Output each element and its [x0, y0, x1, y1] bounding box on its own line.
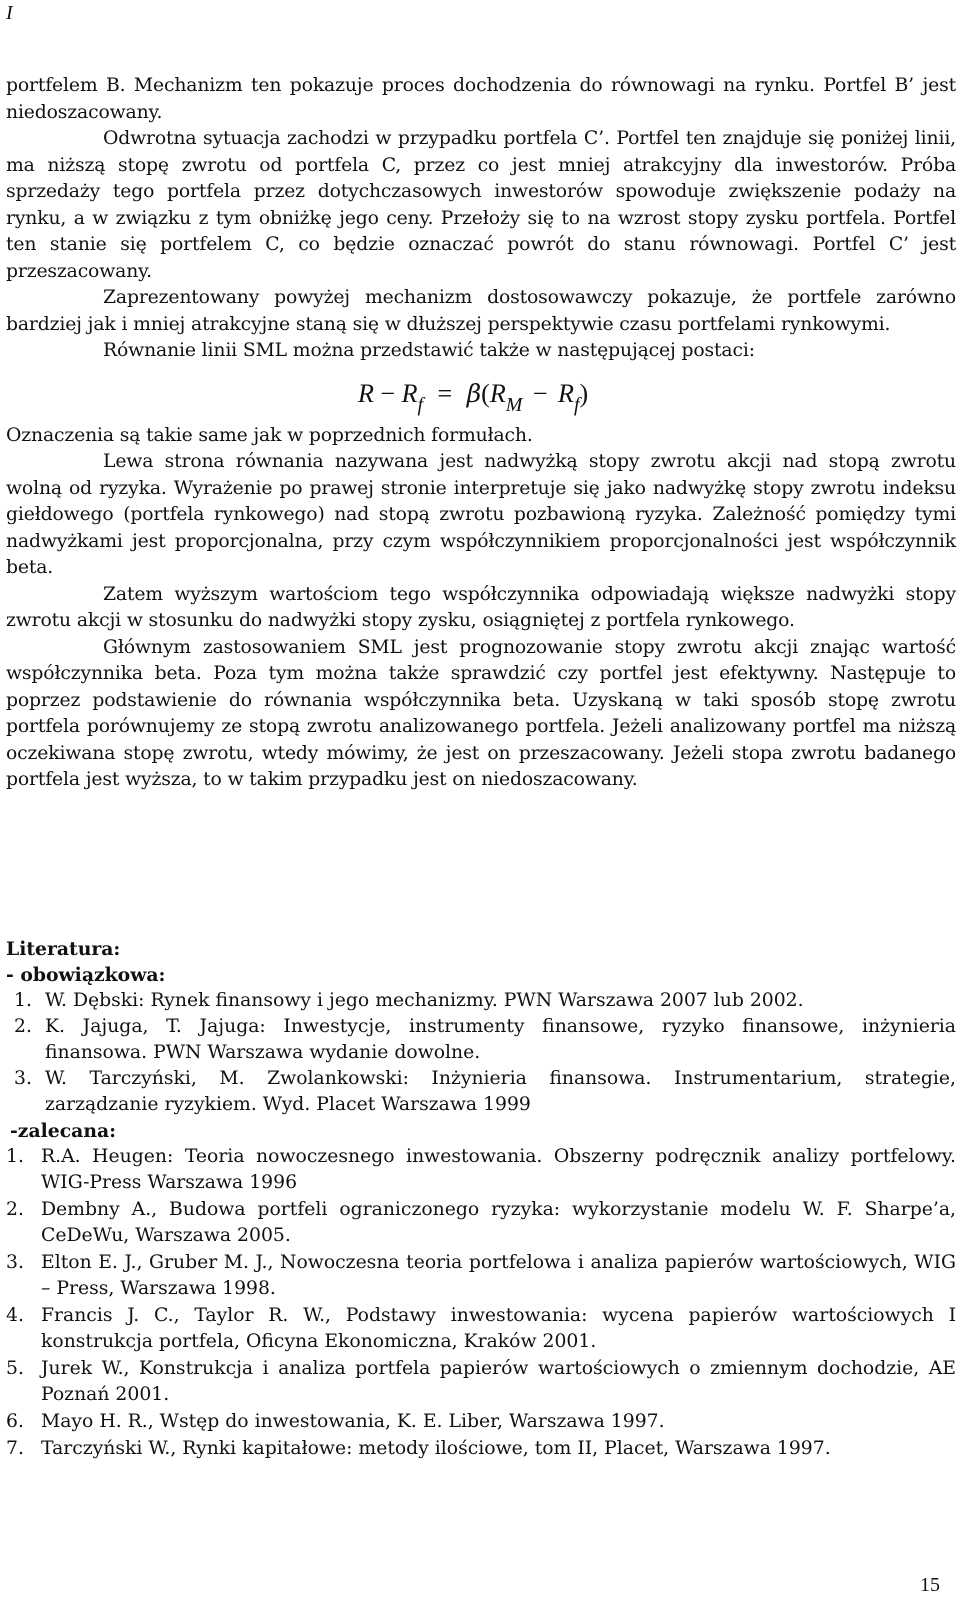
recommended-label: -zalecana: — [10, 1120, 117, 1142]
list-item-number: 2. — [14, 1016, 32, 1037]
bibliography — [6, 936, 956, 1463]
list-item-number: 6. — [6, 1411, 24, 1432]
formula-open-paren: ( — [481, 378, 490, 408]
paragraph-7: Zatem wyższym wartościom tego współczynnika odpowiadają większe nadwyżki stopy zwrotu akcji w stosunku do nadwyżki stopy zysku, osiągniętej z portfela rynkowego. — [6, 583, 956, 631]
list-item-number: 1. — [6, 1146, 24, 1167]
paragraph-6: Lewa strona równania nazywana jest nadwyżką stopy zwrotu akcji nad stopą zwrotu wolną od ryzyka. Wyrażenie po prawej stronie interpretuje się jako nadwyżkę stopy zwrotu indeksu giełdowego (portfela rynkowego) nad stopą zwrotu pozbawioną ryzyka. Zależność pomiędzy tymi nadwyżkami jest proporcjonalna, przy czym współczynnikiem proporcjonalności jest współczynnik beta. — [6, 451, 956, 578]
list-item-text: Francis J. C., Taylor R. W., Podstawy inwestowania: wycena papierów wartościowych I konstrukcja portfela, Oficyna Ekonomiczna, Kraków 2001. — [41, 1305, 956, 1352]
list-item-number: 2. — [6, 1199, 24, 1220]
paragraph-2: Odwrotna sytuacja zachodzi w przypadku portfela C’. Portfel ten znajduje się poniżej linii, ma niższą stopę zwrotu od portfela C, przez co jest mniej atrakcyjny dla inwestorów. Próba sprzedaży tego portfela przez dotychczasowych inwestorów spowoduje zwiększenie podaży na rynku, a w związku z tym obniżkę jego ceny. Przełoży się to na wzrost stopy zysku portfela. Portfel ten stanie się portfelem C, co będzie oznaczać powrót do stanu równowagi. Portfel C’ jest przeszacowany. — [6, 128, 956, 282]
list-item-number: 3. — [6, 1252, 24, 1273]
paragraph-4: Równanie linii SML można przedstawić także w następującej postaci: — [103, 340, 755, 361]
list-item-text: K. Jajuga, T. Jajuga: Inwestycje, instrumenty finansowe, ryzyko finansowe, inżynieria finansowa. PWN Warszawa wydanie dowolne. — [45, 1016, 956, 1063]
list-item-number: 1. — [14, 990, 32, 1011]
list-item-number: 4. — [6, 1305, 24, 1326]
list-item-number: 7. — [6, 1438, 24, 1459]
sml-formula — [6, 365, 956, 423]
formula-beta: β — [466, 378, 482, 408]
list-item-text: W. Tarczyński, M. Zwolankowski: Inżynieria finansowa. Instrumentarium, strategie, zarządzanie ryzykiem. Wyd. Placet Warszawa 1999 — [45, 1068, 956, 1115]
list-item — [6, 1436, 956, 1462]
formula-sub-f-2: f — [573, 393, 580, 416]
paragraph-3: Zaprezentowany powyżej mechanizm dostosowawczy pokazuje, że portfele zarówno bardziej jak i mniej atrakcyjne staną się w dłuższej perspektywie czasu portfelami rynkowymi. — [6, 287, 956, 335]
required-list — [6, 988, 956, 1118]
formula-rf-1: R — [401, 378, 418, 408]
list-item-text: Jurek W., Konstrukcja i analiza portfela papierów wartościowych o zmiennym dochodzie, AE Poznań 2001. — [41, 1358, 956, 1405]
header-mark: I — [6, 2, 13, 24]
list-item — [6, 1303, 956, 1355]
list-item-number: 5. — [6, 1358, 24, 1379]
paragraph-8: Głównym zastosowaniem SML jest prognozowanie stopy zwrotu akcji znając wartość współczynnika beta. Poza tym można także sprawdzić czy portfel jest efektywny. Następuje to poprzez podstawienie do równania współczynnika beta. Uzyskaną w taki sposób stopę zwrotu portfela porównujemy ze stopą zwrotu analizowanego portfela. Jeżeli analizowany portfel ma niższą oczekiwana stopę zwrotu, wtedy mówimy, że jest on przeszacowany. Jeżeli stopa zwrotu badanego portfela jest wyższa, to w takim przypadku jest on niedoszacowany. — [6, 636, 956, 790]
formula-close-paren: ) — [579, 378, 589, 408]
body-text — [6, 73, 956, 794]
list-item-number: 3. — [14, 1068, 32, 1089]
list-item — [6, 1197, 956, 1249]
bibliography-title: Literatura: — [6, 938, 121, 960]
list-item — [6, 1250, 956, 1302]
list-item — [6, 1409, 956, 1435]
required-label: - obowiązkowa: — [6, 964, 166, 986]
list-item — [6, 1014, 956, 1066]
formula-minus-2: − — [532, 378, 548, 408]
list-item-text: Elton E. J., Gruber M. J., Nowoczesna teoria portfelowa i analiza papierów wartościowych, WIG – Press, Warszawa 1998. — [41, 1252, 956, 1299]
list-item — [6, 1356, 956, 1408]
paragraph-5: Oznaczenia są takie same jak w poprzednich formułach. — [6, 424, 533, 446]
page-number: 15 — [920, 1574, 940, 1596]
list-item-text: R.A. Heugen: Teoria nowoczesnego inwestowania. Obszerny podręcznik analizy portfelowy. WIG-Press Warszawa 1996 — [41, 1146, 956, 1193]
list-item-text: Mayo H. R., Wstęp do inwestowania, K. E. Liber, Warszawa 1997. — [41, 1411, 665, 1432]
formula-rf-2: R — [558, 378, 574, 408]
formula-rm: R — [489, 378, 506, 408]
formula-sub-m: M — [505, 393, 523, 416]
recommended-list — [6, 1144, 956, 1462]
list-item — [6, 1144, 956, 1196]
formula-sub-f-1: f — [417, 393, 424, 416]
formula-equals: = — [437, 378, 453, 408]
list-item — [6, 988, 956, 1014]
list-item-text: W. Dębski: Rynek finansowy i jego mechanizmy. PWN Warszawa 2007 lub 2002. — [45, 990, 804, 1011]
formula-r: R — [358, 378, 374, 408]
list-item-text: Tarczyński W., Rynki kapitałowe: metody ilościowe, tom II, Placet, Warszawa 1997. — [41, 1438, 831, 1459]
list-item-text: Dembny A., Budowa portfeli ograniczonego ryzyka: wykorzystanie modelu W. F. Sharpe’a, CeDeWu, Warszawa 2005. — [41, 1199, 956, 1246]
list-item — [6, 1066, 956, 1118]
paragraph-1: portfelem B. Mechanizm ten pokazuje proces dochodzenia do równowagi na rynku. Portfel B’ jest niedoszacowany. — [6, 75, 956, 123]
formula-minus-1: − — [380, 378, 396, 408]
